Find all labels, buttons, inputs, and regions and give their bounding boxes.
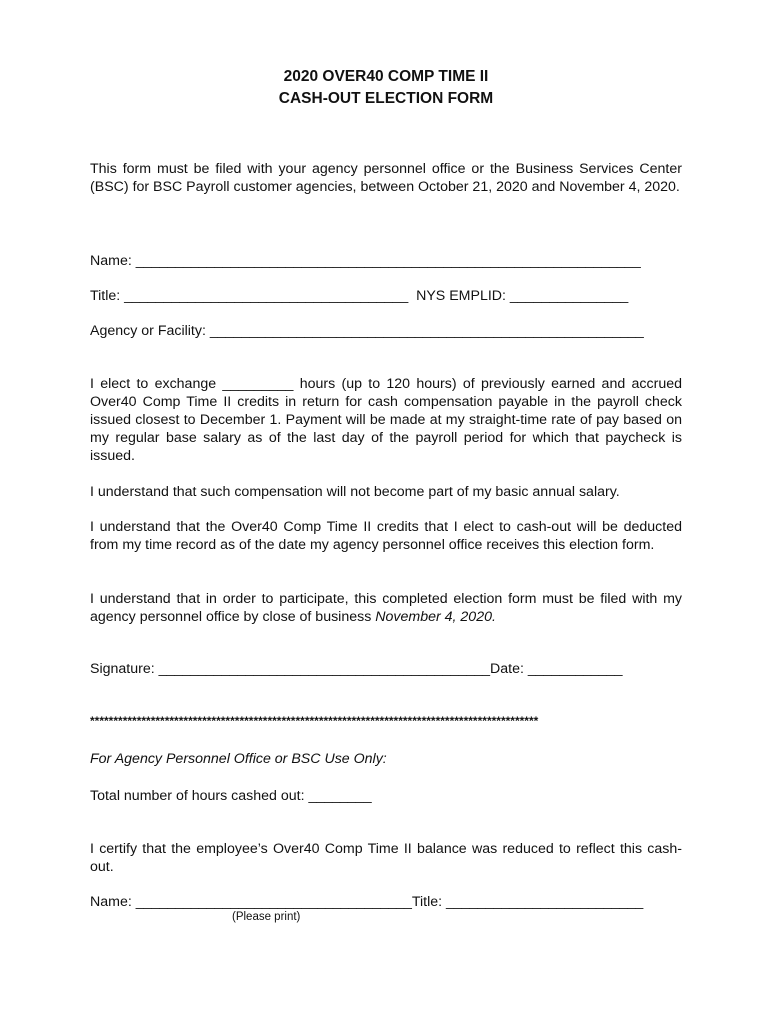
signature-date-line[interactable]: Signature: __________________________________________Date: ____________ <box>90 661 623 677</box>
form-title <box>90 66 682 110</box>
bottom-name-title-line[interactable]: Name: ___________________________________Title: _________________________ <box>90 894 644 910</box>
form-title-line-2: CASH-OUT ELECTION FORM <box>278 90 494 107</box>
understand-filing-paragraph <box>90 590 682 626</box>
name-field-line[interactable]: Name: ________________________________________________________________ <box>90 253 641 269</box>
title-emplid-field-line[interactable]: Title: ____________________________________ NYS EMPLID: _______________ <box>90 288 629 304</box>
total-hours-line[interactable]: Total number of hours cashed out: ________ <box>90 788 372 804</box>
agency-field-line[interactable]: Agency or Facility: _______________________________________________________ <box>90 323 644 339</box>
office-use-heading: For Agency Personnel Office or BSC Use Only: <box>90 751 387 767</box>
certify-paragraph: I certify that the employee’s Over40 Comp Time II balance was reduced to reflect this cash-out. <box>90 841 682 875</box>
filing-deadline-date: November 4, 2020. <box>375 609 496 625</box>
intro-paragraph: This form must be filed with your agency personnel office or the Business Services Center (BSC) for BSC Payroll customer agencies, between October 21, 2020 and November 4, 2020. <box>90 161 682 195</box>
understand-deduction-paragraph: I understand that the Over40 Comp Time II credits that I elect to cash-out will be deducted from my time record as of the date my agency personnel office receives this election form. <box>90 519 682 553</box>
filing-text: I understand that in order to participate, this completed election form must be filed with my agency personnel office by close of business <box>90 591 682 625</box>
form-title-line-1: 2020 OVER40 COMP TIME II <box>283 68 489 85</box>
elect-paragraph: I elect to exchange _________ hours (up to 120 hours) of previously earned and accrued Over40 Comp Time II credits in return for cash compensation payable in the payroll check issued closest to December 1. Payment will be made at my straight-time rate of pay based on my regular base salary as of the last day of the payroll period for which that paycheck is issued. <box>90 376 682 464</box>
separator-line: ************************************************************************************************ <box>90 714 539 728</box>
please-print-note: (Please print) <box>232 911 301 923</box>
understand-salary-paragraph: I understand that such compensation will not become part of my basic annual salary. <box>90 484 620 500</box>
